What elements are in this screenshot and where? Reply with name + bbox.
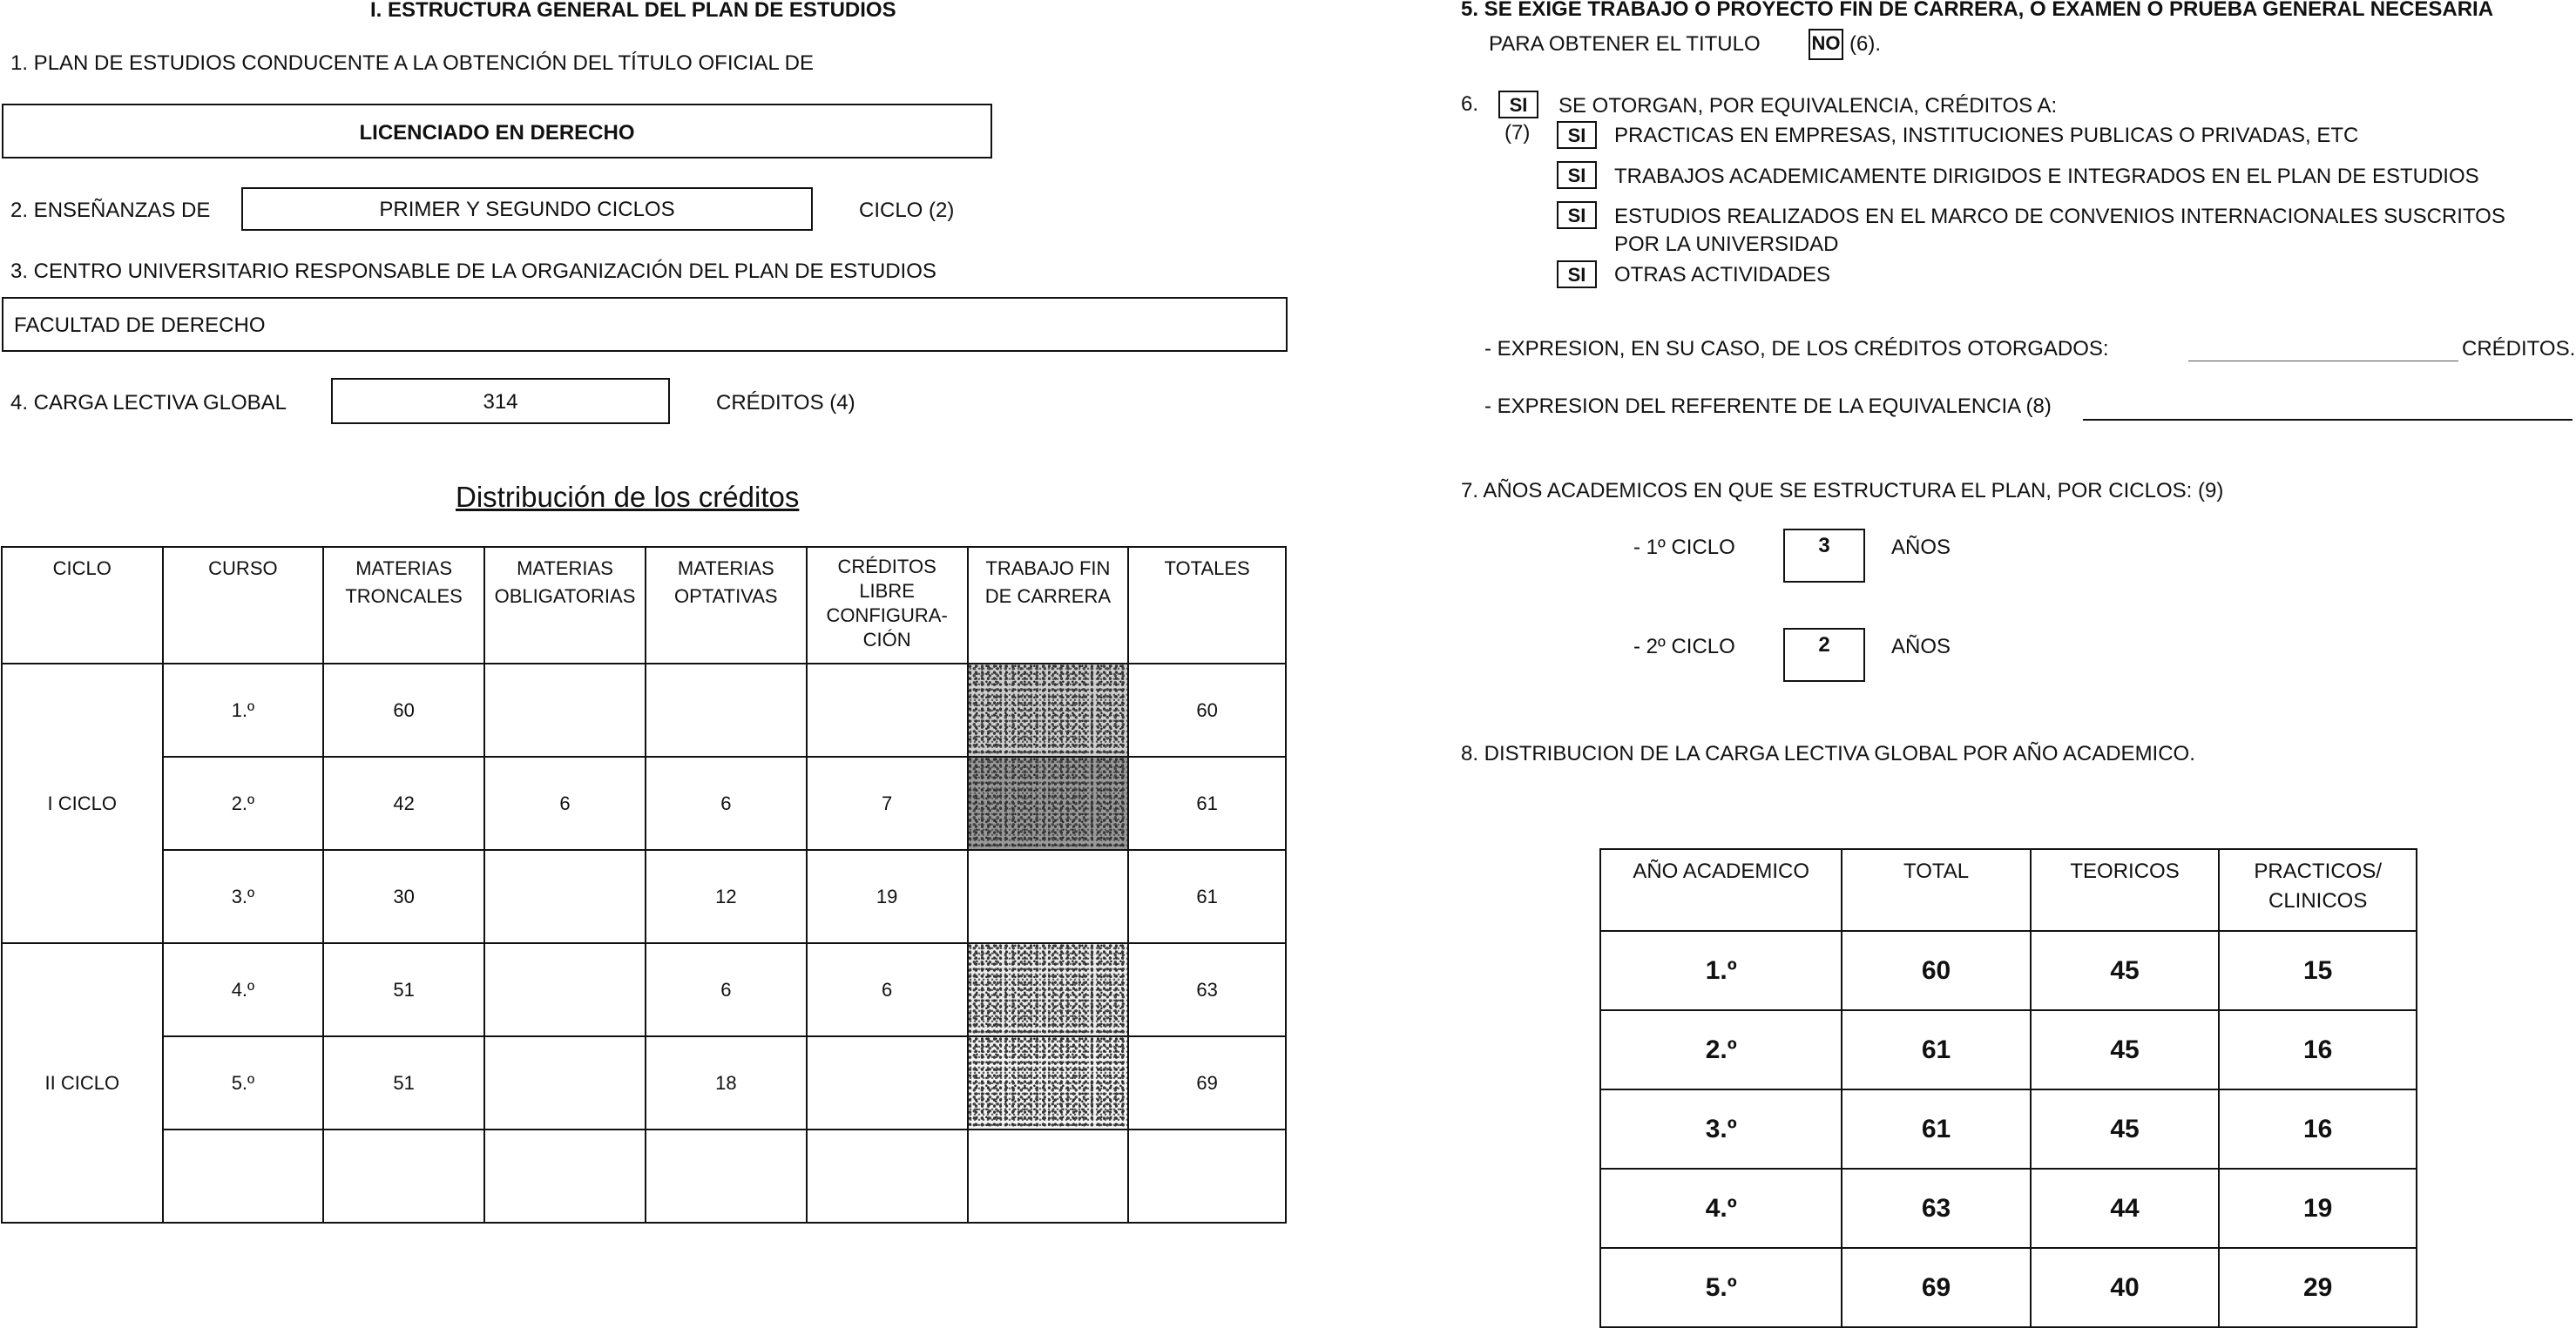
anio-cell: 4.º bbox=[1600, 1169, 1842, 1248]
teoricos-cell: 40 bbox=[2031, 1248, 2220, 1327]
obligatorias-cell bbox=[484, 664, 646, 757]
header-line: MATERIAS bbox=[355, 557, 453, 579]
q6-item-text: TRABAJOS ACADEMICAMENTE DIRIGIDOS E INTEGRADOS EN EL PLAN DE ESTUDIOS bbox=[1614, 165, 2479, 188]
header-line: TRONCALES bbox=[345, 585, 463, 607]
q1-value-box bbox=[2, 104, 992, 158]
q7-cycle-box bbox=[1783, 628, 1865, 682]
troncales-cell: 30 bbox=[323, 850, 484, 943]
col-header-obligatorias bbox=[484, 547, 646, 664]
teoricos-cell: 45 bbox=[2031, 1089, 2220, 1169]
q6-answer-box: SI bbox=[1557, 201, 1597, 229]
header-line: MATERIAS bbox=[517, 557, 613, 579]
libre-cell bbox=[807, 1036, 968, 1130]
troncales-cell: 42 bbox=[323, 757, 484, 850]
col-header-optativas bbox=[646, 547, 807, 664]
distribution-title: Distribución de los créditos bbox=[456, 481, 800, 513]
q5-line2: PARA OBTENER EL TITULO bbox=[1489, 32, 1761, 56]
col-header-libre bbox=[807, 547, 968, 664]
troncales-cell: 60 bbox=[323, 664, 484, 757]
practicos-cell: 15 bbox=[2219, 931, 2417, 1010]
header-line: LIBRE bbox=[859, 580, 915, 602]
anio-cell: 5.º bbox=[1600, 1248, 1842, 1327]
empty-cell bbox=[807, 1130, 968, 1223]
q7-cycle-value: 2 bbox=[1818, 633, 1830, 657]
q6-answer-box: SI bbox=[1498, 91, 1538, 118]
col-header-practicos bbox=[2219, 849, 2417, 931]
optativas-cell: 6 bbox=[646, 757, 807, 850]
total-cell: 60 bbox=[1842, 931, 2030, 1010]
q1-label: 1. PLAN DE ESTUDIOS CONDUCENTE A LA OBTENCIÓN DEL TÍTULO OFICIAL DE bbox=[10, 51, 814, 75]
q6-item-text-cont: POR LA UNIVERSIDAD bbox=[1614, 233, 1839, 256]
empty-cell bbox=[163, 1130, 324, 1223]
q2-value-box bbox=[241, 187, 813, 231]
practicos-cell: 16 bbox=[2219, 1010, 2417, 1089]
empty-cell bbox=[323, 1130, 484, 1223]
table-row bbox=[1600, 1089, 2417, 1169]
q3-value-box bbox=[2, 297, 1288, 352]
table-row bbox=[2, 664, 1286, 757]
q7-cycle-label: - 1º CICLO bbox=[1633, 536, 1735, 559]
total-cell: 61 bbox=[1842, 1089, 2030, 1169]
q7-cycle-box bbox=[1783, 529, 1865, 583]
table-row bbox=[1600, 1248, 2417, 1327]
shaded-cell bbox=[968, 664, 1129, 757]
ciclo-cell: II CICLO bbox=[2, 943, 163, 1223]
q7-cycle-suffix: AÑOS bbox=[1891, 536, 1951, 559]
expr2-blank-line bbox=[2083, 419, 2573, 421]
obligatorias-cell bbox=[484, 850, 646, 943]
q4-value: 314 bbox=[483, 390, 518, 414]
table-row bbox=[2, 757, 1286, 850]
curso-cell: 3.º bbox=[163, 850, 324, 943]
q3-label: 3. CENTRO UNIVERSITARIO RESPONSABLE DE LA ORGANIZACIÓN DEL PLAN DE ESTUDIOS bbox=[10, 260, 936, 283]
teoricos-cell: 44 bbox=[2031, 1169, 2220, 1248]
expr1-suffix: CRÉDITOS. bbox=[2462, 337, 2576, 361]
table-row bbox=[1600, 931, 2417, 1010]
troncales-cell: 51 bbox=[323, 1036, 484, 1130]
optativas-cell bbox=[646, 664, 807, 757]
obligatorias-cell bbox=[484, 1036, 646, 1130]
header-line: DE CARRERA bbox=[984, 585, 1112, 607]
obligatorias-cell bbox=[484, 943, 646, 1036]
expr2-label: - EXPRESION DEL REFERENTE DE LA EQUIVALENCIA (8) bbox=[1484, 395, 2052, 418]
libre-cell: 19 bbox=[807, 850, 968, 943]
empty-cell bbox=[1128, 1130, 1286, 1223]
header-line: MATERIAS bbox=[677, 557, 774, 579]
empty-cell bbox=[968, 1130, 1129, 1223]
header-line: OPTATIVAS bbox=[674, 585, 778, 607]
obligatorias-cell: 6 bbox=[484, 757, 646, 850]
col-header-totales: TOTALES bbox=[1128, 547, 1286, 664]
libre-cell: 6 bbox=[807, 943, 968, 1036]
practicos-cell: 16 bbox=[2219, 1089, 2417, 1169]
q7-cycle-value: 3 bbox=[1818, 534, 1830, 557]
totales-cell: 61 bbox=[1128, 850, 1286, 943]
table-row bbox=[1600, 1010, 2417, 1089]
optativas-cell: 18 bbox=[646, 1036, 807, 1130]
q7-label: 7. AÑOS ACADEMICOS EN QUE SE ESTRUCTURA EL PLAN, POR CICLOS: (9) bbox=[1461, 479, 2224, 502]
libre-cell: 7 bbox=[807, 757, 968, 850]
col-header-total: TOTAL bbox=[1842, 849, 2030, 931]
table-header-row bbox=[1600, 849, 2417, 931]
q4-value-box bbox=[331, 378, 670, 424]
q8-label: 8. DISTRIBUCION DE LA CARGA LECTIVA GLOBAL POR AÑO ACADEMICO. bbox=[1461, 742, 2195, 765]
anio-cell: 2.º bbox=[1600, 1010, 1842, 1089]
table-row bbox=[2, 850, 1286, 943]
q6-answer-box: SI bbox=[1557, 121, 1597, 149]
q6-answer-box: SI bbox=[1557, 260, 1597, 288]
q6-item-text: PRACTICAS EN EMPRESAS, INSTITUCIONES PUBLICAS O PRIVADAS, ETC bbox=[1614, 124, 2359, 147]
q2-suffix: CICLO (2) bbox=[859, 199, 955, 222]
empty-cell bbox=[484, 1130, 646, 1223]
q6-item-text: ESTUDIOS REALIZADOS EN EL MARCO DE CONVENIOS INTERNACIONALES SUSCRITOS bbox=[1614, 205, 2505, 228]
q6-number: 6. bbox=[1461, 92, 1479, 116]
practicos-cell: 19 bbox=[2219, 1169, 2417, 1248]
header-line: PRACTICOS/ bbox=[2254, 860, 2382, 883]
totales-cell: 60 bbox=[1128, 664, 1286, 757]
header-line: CLINICOS bbox=[2268, 889, 2368, 913]
empty-cell bbox=[646, 1130, 807, 1223]
q5-suffix: (6). bbox=[1849, 32, 1881, 56]
header-line: TRABAJO FIN bbox=[985, 557, 1111, 579]
curso-cell: 4.º bbox=[163, 943, 324, 1036]
col-header-troncales bbox=[323, 547, 484, 664]
q1-value: LICENCIADO EN DERECHO bbox=[359, 121, 635, 145]
curso-cell: 2.º bbox=[163, 757, 324, 850]
credit-distribution-table bbox=[1, 546, 1287, 1224]
q2-label: 2. ENSEÑANZAS DE bbox=[10, 199, 211, 222]
table-header-row bbox=[2, 547, 1286, 664]
table-row bbox=[1600, 1169, 2417, 1248]
col-header-trabajo bbox=[968, 547, 1129, 664]
practicos-cell: 29 bbox=[2219, 1248, 2417, 1327]
totales-cell: 69 bbox=[1128, 1036, 1286, 1130]
q5-line1: 5. SE EXIGE TRABAJO O PROYECTO FIN DE CARRERA, O EXAMEN O PRUEBA GENERAL NECESARIA bbox=[1461, 0, 2494, 21]
col-header-teoricos: TEORICOS bbox=[2031, 849, 2220, 931]
q6-answer-box: SI bbox=[1557, 161, 1597, 189]
q3-value: FACULTAD DE DERECHO bbox=[14, 314, 266, 337]
optativas-cell: 12 bbox=[646, 850, 807, 943]
col-header-curso: CURSO bbox=[163, 547, 324, 664]
header-line: CRÉDITOS bbox=[837, 556, 936, 577]
shaded-cell bbox=[968, 757, 1129, 850]
q4-label: 4. CARGA LECTIVA GLOBAL bbox=[10, 391, 287, 415]
teoricos-cell: 45 bbox=[2031, 931, 2220, 1010]
header-line: OBLIGATORIAS bbox=[494, 585, 636, 607]
total-cell: 61 bbox=[1842, 1010, 2030, 1089]
total-cell: 63 bbox=[1842, 1169, 2030, 1248]
curso-cell: 5.º bbox=[163, 1036, 324, 1130]
q6-item-text: OTRAS ACTIVIDADES bbox=[1614, 263, 1831, 287]
q5-answer-box: NO bbox=[1809, 29, 1843, 60]
col-header-ciclo: CICLO bbox=[2, 547, 163, 664]
expr1-label: - EXPRESION, EN SU CASO, DE LOS CRÉDITOS OTORGADOS: bbox=[1484, 337, 2109, 361]
shaded-cell bbox=[968, 1036, 1129, 1130]
curso-cell: 1.º bbox=[163, 664, 324, 757]
q6-item-text: SE OTORGAN, POR EQUIVALENCIA, CRÉDITOS A: bbox=[1558, 94, 2058, 118]
anio-cell: 3.º bbox=[1600, 1089, 1842, 1169]
total-cell: 69 bbox=[1842, 1248, 2030, 1327]
table-row bbox=[2, 943, 1286, 1036]
libre-cell bbox=[807, 664, 968, 757]
table-row bbox=[2, 1036, 1286, 1130]
teoricos-cell: 45 bbox=[2031, 1010, 2220, 1089]
troncales-cell: 51 bbox=[323, 943, 484, 1036]
col-header-anio: AÑO ACADEMICO bbox=[1600, 849, 1842, 931]
section-title: I. ESTRUCTURA GENERAL DEL PLAN DE ESTUDIOS bbox=[370, 0, 896, 22]
ciclo-cell: I CICLO bbox=[2, 664, 163, 943]
q2-value: PRIMER Y SEGUNDO CICLOS bbox=[379, 198, 675, 221]
trabajo-cell bbox=[968, 850, 1129, 943]
header-line: CIÓN bbox=[862, 629, 911, 651]
year-distribution-table bbox=[1599, 848, 2417, 1328]
header-line: CONFIGURA- bbox=[826, 604, 948, 626]
q7-cycle-suffix: AÑOS bbox=[1891, 635, 1951, 658]
totales-cell: 63 bbox=[1128, 943, 1286, 1036]
shaded-cell bbox=[968, 943, 1129, 1036]
q7-cycle-label: - 2º CICLO bbox=[1633, 635, 1735, 658]
q4-suffix: CRÉDITOS (4) bbox=[716, 391, 855, 415]
q6-note: (7) bbox=[1504, 121, 1531, 145]
table-row bbox=[2, 1130, 1286, 1223]
totales-cell: 61 bbox=[1128, 757, 1286, 850]
anio-cell: 1.º bbox=[1600, 931, 1842, 1010]
optativas-cell: 6 bbox=[646, 943, 807, 1036]
